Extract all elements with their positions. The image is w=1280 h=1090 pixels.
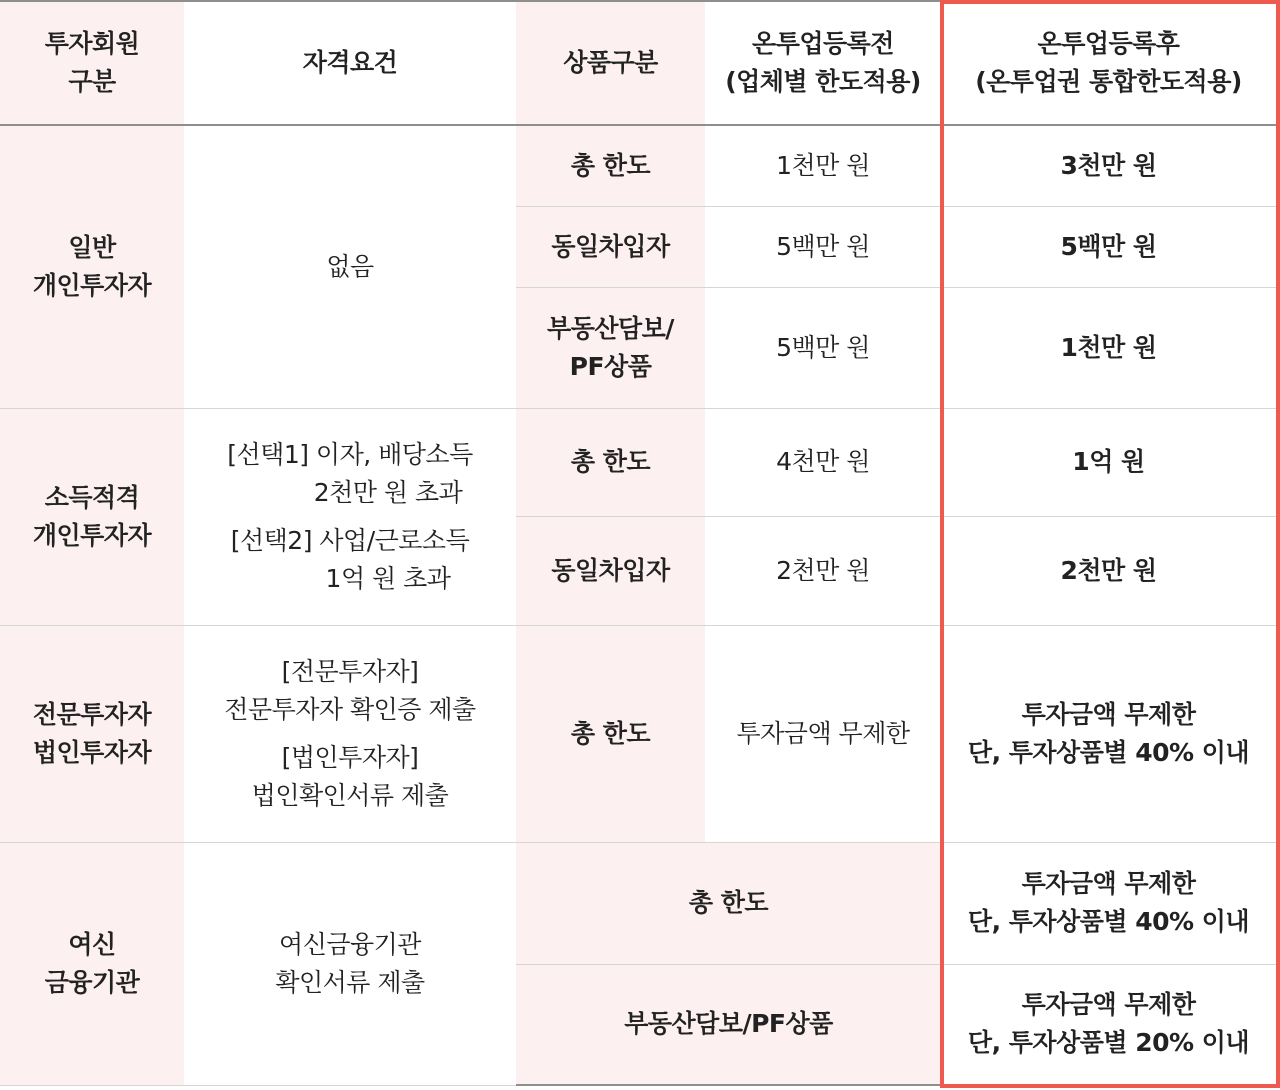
table-row: [0, 125, 1276, 206]
limit-before: 4천만 원: [705, 408, 941, 516]
header-before-registration: 온투업등록전 (업체별 한도적용): [705, 1, 941, 125]
header-product-type: 상품구분: [516, 1, 705, 125]
product-type: 동일차입자: [516, 206, 705, 287]
requirement-general: 없음: [184, 125, 516, 408]
product-type: 총 한도: [516, 125, 705, 206]
product-type: 부동산담보/ PF상품: [516, 287, 705, 408]
header-row: [0, 1, 1276, 125]
limit-before: 5백만 원: [705, 206, 941, 287]
table-row: [0, 408, 1276, 516]
header-investor-type: 투자회원 구분: [0, 1, 184, 125]
limit-after: 투자금액 무제한 단, 투자상품별 40% 이내: [941, 842, 1276, 964]
limit-after: 1억 원: [941, 408, 1276, 516]
header-after-registration: 온투업등록후 (온투업권 통합한도적용): [941, 1, 1276, 125]
product-type: 동일차입자: [516, 516, 705, 625]
table-row: [0, 842, 1276, 964]
investor-type-general: 일반 개인투자자: [0, 125, 184, 408]
investor-type-financial-institution: 여신 금융기관: [0, 842, 184, 1085]
limit-after: 3천만 원: [941, 125, 1276, 206]
product-type: 총 한도: [516, 408, 705, 516]
requirement-professional-corporate: [전문투자자] 전문투자자 확인증 제출 [법인투자자] 법인확인서류 제출: [184, 625, 516, 842]
limit-before: 2천만 원: [705, 516, 941, 625]
limit-before: 1천만 원: [705, 125, 941, 206]
limit-before: 5백만 원: [705, 287, 941, 408]
table-row: [0, 625, 1276, 842]
investor-type-professional-corporate: 전문투자자 법인투자자: [0, 625, 184, 842]
limit-after: 투자금액 무제한 단, 투자상품별 40% 이내: [941, 625, 1276, 842]
limit-after: 1천만 원: [941, 287, 1276, 408]
product-type: 부동산담보/PF상품: [516, 964, 941, 1085]
product-type: 총 한도: [516, 625, 705, 842]
investor-type-income-qualified: 소득적격 개인투자자: [0, 408, 184, 625]
requirement-financial-institution: 여신금융기관 확인서류 제출: [184, 842, 516, 1085]
requirement-income-qualified: [선택1] 이자, 배당소득 2천만 원 초과 [선택2] 사업/근로소득 1억 원 초과: [184, 408, 516, 625]
limit-before: 투자금액 무제한: [705, 625, 941, 842]
limit-after: 2천만 원: [941, 516, 1276, 625]
limit-after: 투자금액 무제한 단, 투자상품별 20% 이내: [941, 964, 1276, 1085]
limit-after: 5백만 원: [941, 206, 1276, 287]
header-requirements: 자격요건: [184, 1, 516, 125]
product-type: 총 한도: [516, 842, 941, 964]
